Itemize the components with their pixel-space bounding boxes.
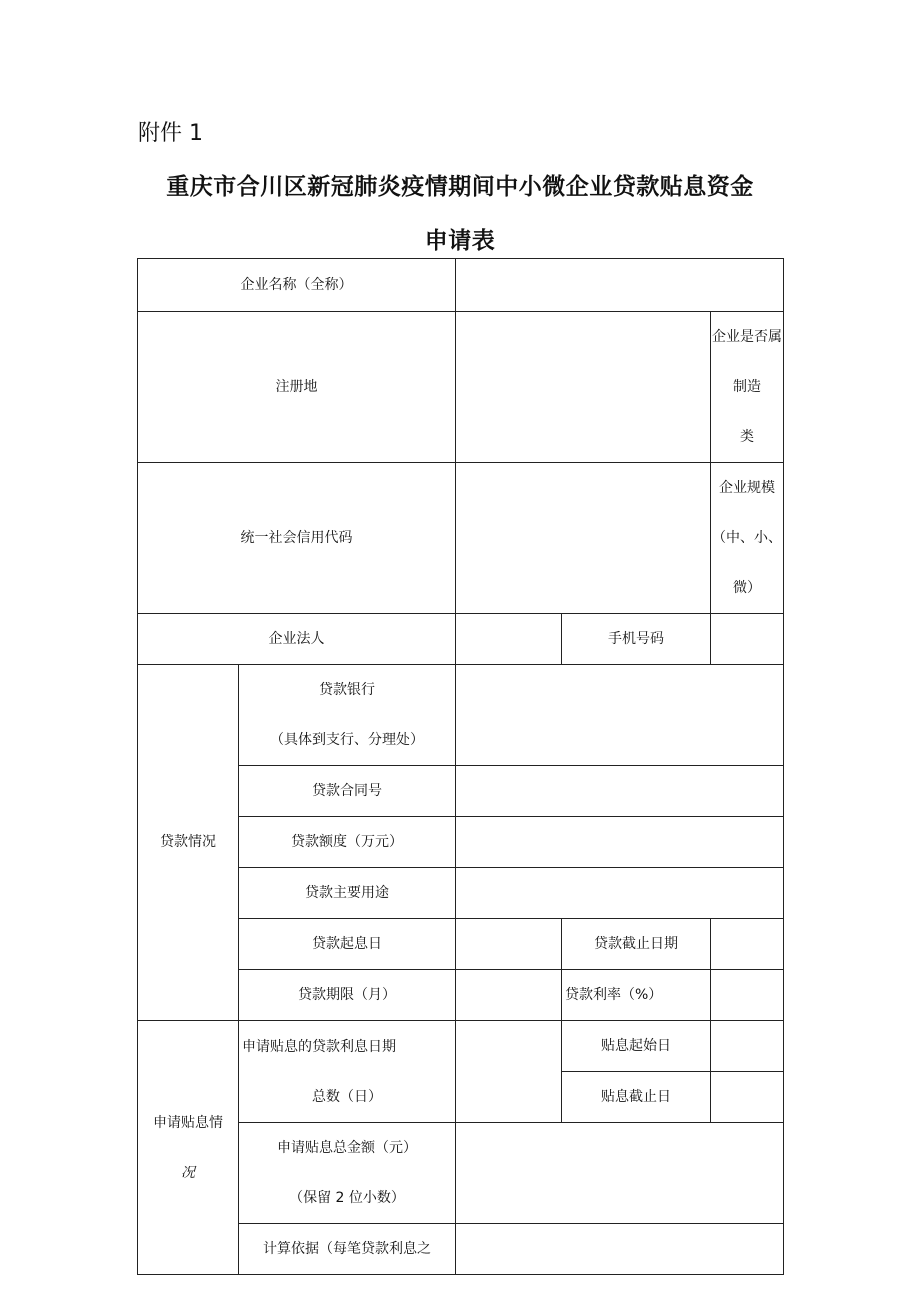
calc-basis-field[interactable] <box>456 1224 784 1275</box>
form-title: 重庆市合川区新冠肺炎疫情期间中小微企业贷款贴息资金 <box>166 174 754 200</box>
loan-end-field[interactable] <box>711 919 784 970</box>
row-legal-person <box>138 614 784 665</box>
row-company-name <box>138 259 784 312</box>
loan-end-label: 贷款截止日期 <box>562 919 711 970</box>
loan-bank-label: 贷款银行 （具体到支行、分理处） <box>239 665 456 766</box>
subsidy-section-label: 申请贴息情 况 <box>138 1021 239 1275</box>
loan-start-label: 贷款起息日 <box>239 919 456 970</box>
legal-person-field[interactable] <box>456 614 562 665</box>
registered-address-label: 注册地 <box>138 312 456 463</box>
contract-no-field[interactable] <box>456 766 784 817</box>
row-interest-days-a <box>138 1021 784 1072</box>
contract-no-label: 贷款合同号 <box>239 766 456 817</box>
subsidy-end-label: 贴息截止日 <box>562 1072 711 1123</box>
attachment-label: 附件 1 <box>138 121 203 146</box>
legal-person-label: 企业法人 <box>138 614 456 665</box>
interest-days-field[interactable] <box>456 1021 562 1123</box>
form-title-line2: 申请表 <box>424 228 496 254</box>
loan-start-field[interactable] <box>456 919 562 970</box>
loan-term-field[interactable] <box>456 970 562 1021</box>
row-loan-bank <box>138 665 784 766</box>
loan-section-label: 贷款情况 <box>138 665 239 1021</box>
credit-code-field[interactable] <box>456 463 711 614</box>
phone-label: 手机号码 <box>562 614 711 665</box>
loan-amount-field[interactable] <box>456 817 784 868</box>
company-name-label: 企业名称（全称） <box>138 259 456 312</box>
registered-address-field[interactable] <box>456 312 711 463</box>
manufacturing-label: 企业是否属制造 类 <box>711 312 784 463</box>
company-name-field[interactable] <box>456 259 784 312</box>
subsidy-total-label: 申请贴息总金额（元） （保留 2 位小数） <box>239 1123 456 1224</box>
loan-use-label: 贷款主要用途 <box>239 868 456 919</box>
loan-term-label: 贷款期限（月） <box>239 970 456 1021</box>
phone-field[interactable] <box>711 614 784 665</box>
loan-bank-field[interactable] <box>456 665 784 766</box>
subsidy-start-label: 贴息起始日 <box>562 1021 711 1072</box>
interest-days-label: 申请贴息的贷款利息日期 总数（日） <box>239 1021 456 1123</box>
subsidy-total-field[interactable] <box>456 1123 784 1224</box>
subsidy-end-field[interactable] <box>711 1072 784 1123</box>
subsidy-start-field[interactable] <box>711 1021 784 1072</box>
row-registered-address <box>138 312 784 463</box>
credit-code-label: 统一社会信用代码 <box>138 463 456 614</box>
loan-use-field[interactable] <box>456 868 784 919</box>
loan-rate-label: 贷款利率（%） <box>562 970 711 1021</box>
loan-amount-label: 贷款额度（万元） <box>239 817 456 868</box>
calc-basis-label: 计算依据（每笔贷款利息之 <box>239 1224 456 1275</box>
row-credit-code <box>138 463 784 614</box>
application-form-table <box>137 258 784 1275</box>
scale-label: 企业规模（中、小、 微） <box>711 463 784 614</box>
loan-rate-field[interactable] <box>711 970 784 1021</box>
